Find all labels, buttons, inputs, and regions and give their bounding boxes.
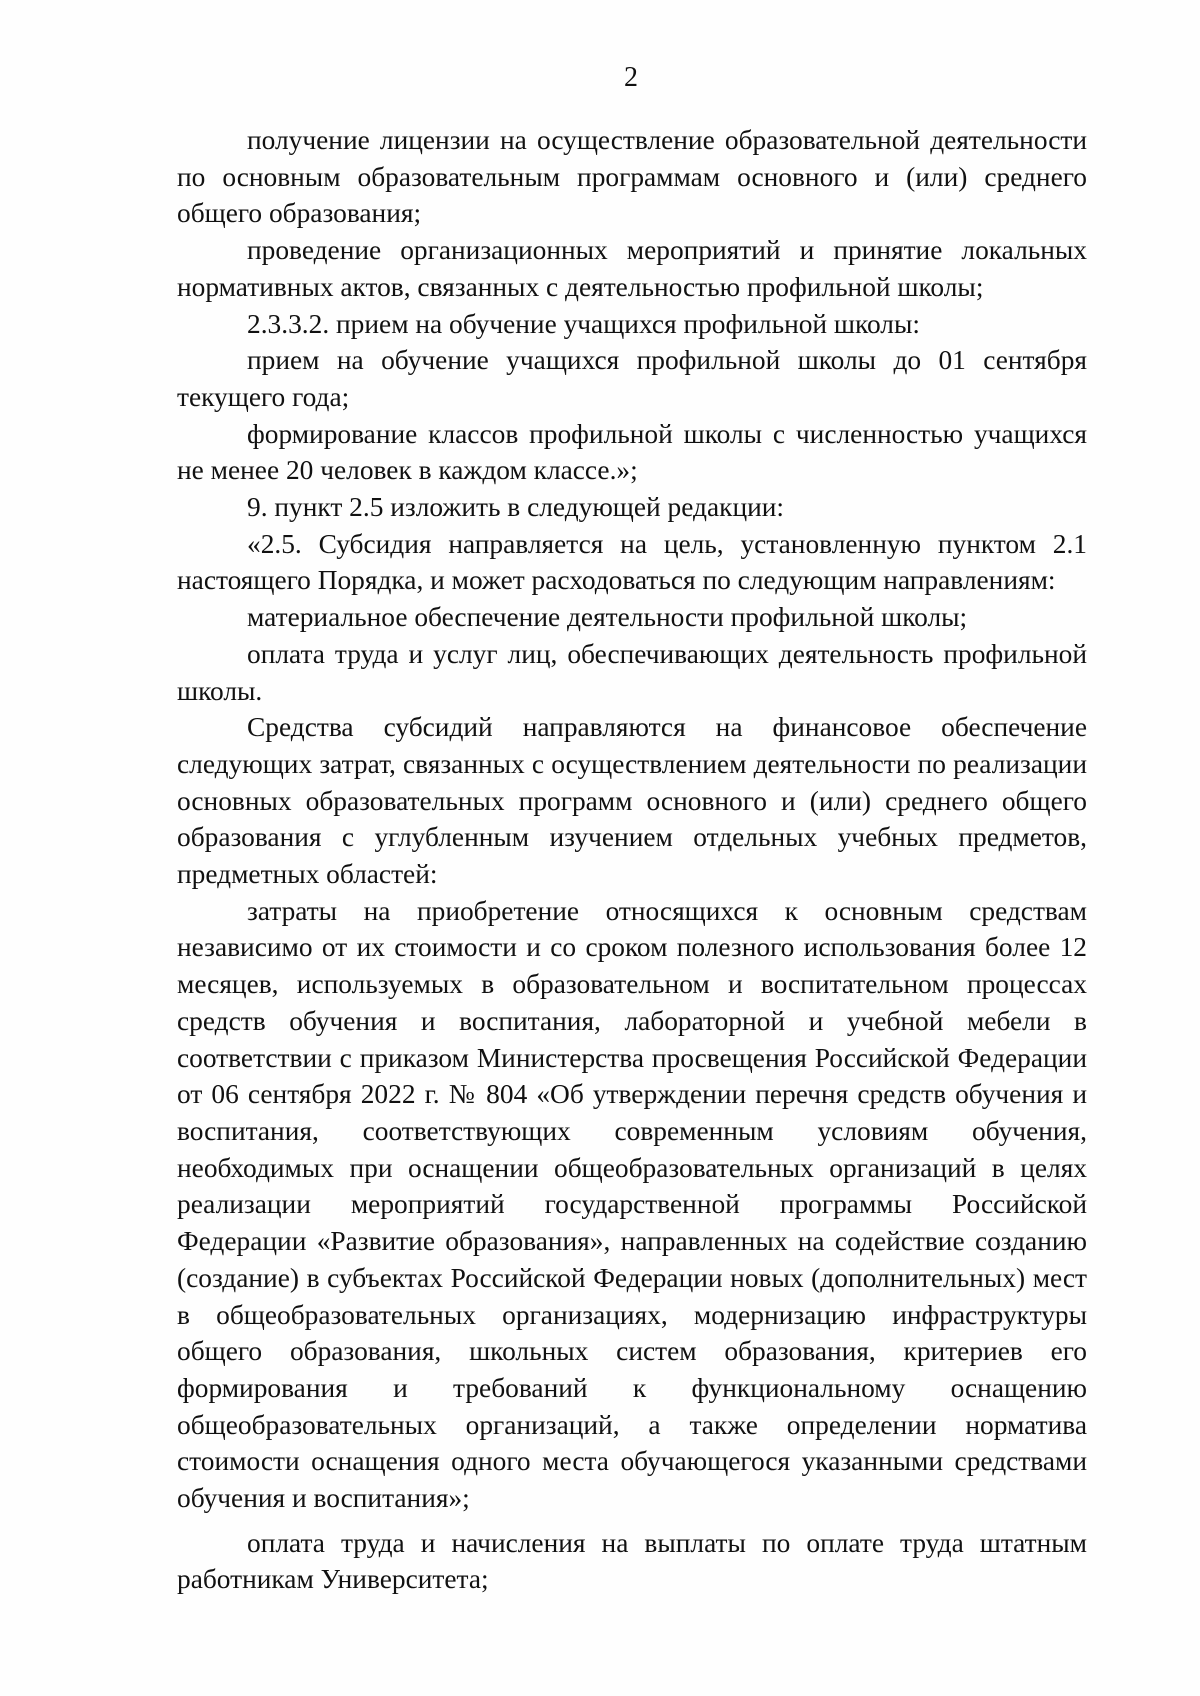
document-body	[177, 122, 1087, 1598]
paragraph: «2.5. Субсидия направляется на цель, установленную пунктом 2.1 настоящего Порядка, и может расходоваться по следующим направлениям:	[177, 528, 1087, 596]
paragraph: затраты на приобретение относящихся к основным средствам независимо от их стоимости и со сроком полезного использования более 12 месяцев, используемых в образовательном и воспитательном процессах средств обучения и воспитания, лабораторной и учебной мебели в соответствии с приказом Министерства просвещения Российской Федерации от 06 сентября 2022 г. № 804 «Об утверждении перечня средств обучения и воспитания, соответствующих современным условиям обучения, необходимых при оснащении общеобразовательных организаций в целях реализации мероприятий государственной программы Российской Федерации «Развитие образования», направленных на содействие созданию (создание) в субъектах Российской Федерации новых (дополнительных) мест в общеобразовательных организациях, модернизацию инфраструктуры общего образования, школьных систем образования, критериев его формирования и требований к функциональному оснащению общеобразовательных организаций, а также определении норматива стоимости оснащения одного места обучающегося указанными средствами обучения и воспитания»;	[177, 895, 1087, 1514]
paragraph: оплата труда и услуг лиц, обеспечивающих деятельность профильной школы.	[177, 638, 1087, 706]
paragraph: материальное обеспечение деятельности профильной школы;	[247, 602, 968, 633]
paragraph: формирование классов профильной школы с численностью учащихся не менее 20 человек в каждом классе.»;	[177, 418, 1087, 486]
paragraph: получение лицензии на осуществление образовательной деятельности по основным образовательным программам основного и (или) среднего общего образования;	[177, 125, 1087, 229]
paragraph: проведение организационных мероприятий и принятие локальных нормативных актов, связанных с деятельностью профильной школы;	[177, 235, 1087, 302]
paragraph: 2.3.3.2. прием на обучение учащихся профильной школы:	[247, 308, 920, 339]
page-number: 2	[624, 62, 638, 93]
paragraph: оплата труда и начисления на выплаты по оплате труда штатным работникам Университета;	[177, 1527, 1087, 1595]
paragraph: 9. пункт 2.5 изложить в следующей редакции:	[247, 492, 785, 523]
paragraph: Средства субсидий направляются на финансовое обеспечение следующих затрат, связанных с осуществлением деятельности по реализации основных образовательных программ основного и (или) среднего общего образования с углубленным изучением отдельных учебных предметов, предметных областей:	[177, 712, 1087, 890]
paragraph: прием на обучение учащихся профильной школы до 01 сентября текущего года;	[177, 345, 1087, 412]
